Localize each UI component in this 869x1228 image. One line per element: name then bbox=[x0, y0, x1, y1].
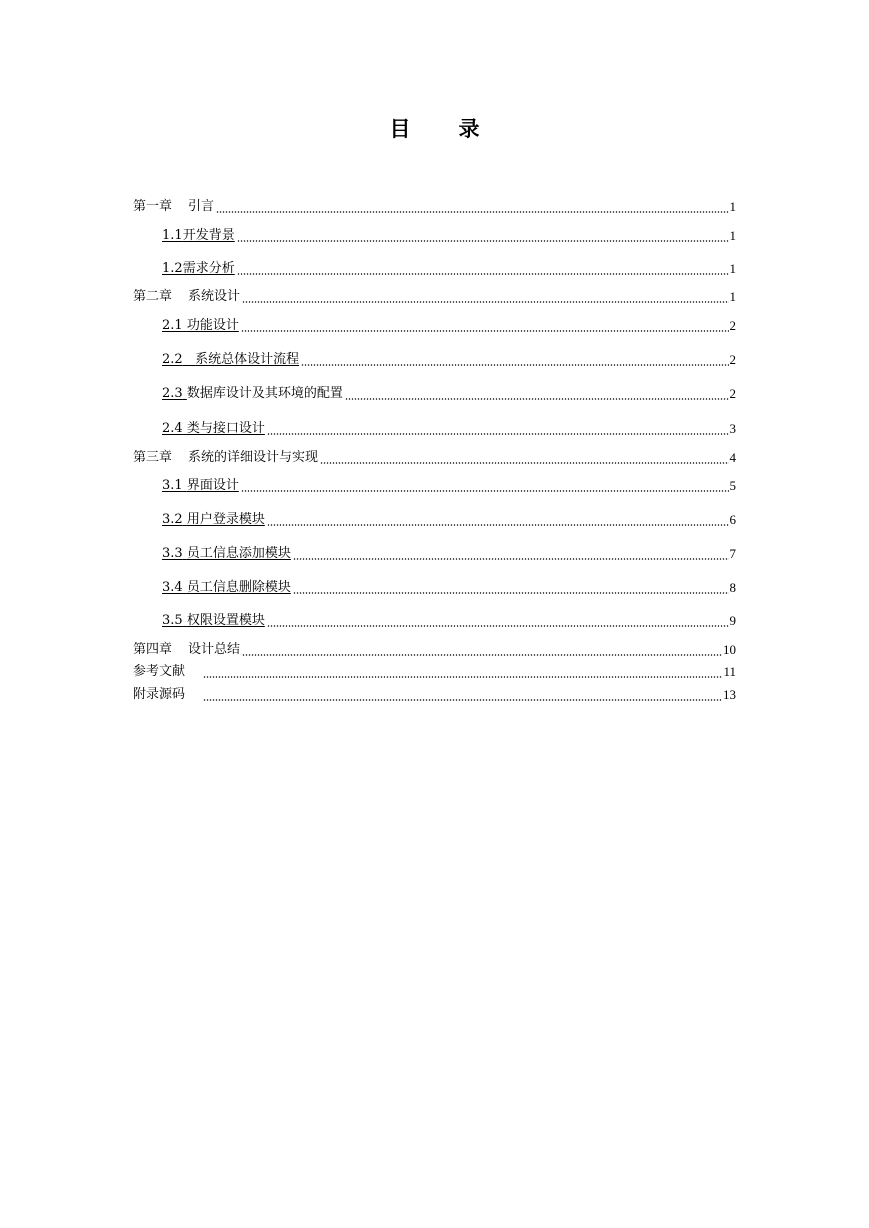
toc-entry[interactable] bbox=[133, 198, 736, 216]
toc-entry[interactable] bbox=[162, 351, 736, 369]
toc-entry-title: 系统的详细设计与实现 bbox=[188, 450, 319, 465]
toc-entry[interactable] bbox=[162, 612, 736, 630]
toc-entry-number: 3.3 bbox=[162, 546, 183, 561]
toc-entry-number: 3.4 bbox=[162, 580, 183, 595]
dot-leader bbox=[242, 646, 722, 656]
toc-entry-title: 参考文献 bbox=[133, 664, 186, 679]
toc-page-number: 1 bbox=[729, 199, 736, 214]
dot-leader bbox=[237, 232, 729, 242]
toc-entry[interactable] bbox=[162, 545, 736, 563]
toc-entry-number: 第一章 bbox=[133, 199, 173, 214]
toc-entry-number: 3.2 bbox=[162, 512, 183, 527]
toc-entry[interactable] bbox=[133, 663, 736, 681]
toc-page-number: 2 bbox=[729, 352, 736, 367]
toc-page-number: 13 bbox=[723, 687, 736, 702]
toc-entry-number: 2.4 bbox=[162, 421, 183, 436]
toc-page-number: 1 bbox=[729, 228, 736, 243]
toc-entry-title: 开发背景 bbox=[182, 228, 235, 243]
toc-entry-label bbox=[133, 686, 201, 704]
toc-page-number: 4 bbox=[729, 450, 736, 465]
toc-entry[interactable] bbox=[133, 686, 736, 704]
toc-entry-title: 引言 bbox=[188, 199, 215, 214]
dot-leader bbox=[320, 454, 728, 464]
toc-entry-title: 类与接口设计 bbox=[186, 421, 265, 436]
toc-entry-label bbox=[133, 663, 201, 681]
toc-page-number: 7 bbox=[729, 546, 736, 561]
toc-page-number: 8 bbox=[729, 580, 736, 595]
page-title: 目录 bbox=[389, 117, 528, 141]
toc-entry-label bbox=[133, 288, 240, 306]
dot-leader bbox=[242, 293, 728, 303]
toc-entry[interactable] bbox=[162, 477, 736, 495]
toc-entry[interactable] bbox=[133, 288, 736, 306]
toc-entry-title: 系统总体设计流程 bbox=[195, 352, 300, 367]
toc-entry-label[interactable] bbox=[162, 579, 291, 597]
toc-entry-label[interactable] bbox=[162, 612, 265, 630]
toc-entry-title: 功能设计 bbox=[186, 318, 239, 333]
toc-entry-number: 1.1 bbox=[162, 228, 183, 243]
toc-entry-number: 2.1 bbox=[162, 318, 183, 333]
toc-entry-number: 第四章 bbox=[133, 642, 173, 657]
toc-entry-number: 3.5 bbox=[162, 613, 183, 628]
toc-entry-number: 1.2 bbox=[162, 261, 183, 276]
toc-page-number: 11 bbox=[723, 664, 736, 679]
toc-entry[interactable] bbox=[133, 641, 736, 659]
toc-entry-label bbox=[133, 449, 318, 467]
toc-entry[interactable] bbox=[162, 385, 736, 403]
toc-page-number: 3 bbox=[729, 421, 736, 436]
toc-entry[interactable] bbox=[162, 260, 736, 278]
dot-leader bbox=[267, 617, 729, 627]
toc-entry-number: 第三章 bbox=[133, 450, 173, 465]
toc-entry-label[interactable] bbox=[162, 511, 265, 529]
toc-entry-label[interactable] bbox=[162, 260, 235, 278]
dot-leader bbox=[267, 425, 729, 435]
dot-leader bbox=[241, 322, 729, 332]
dot-leader bbox=[203, 691, 722, 701]
toc-entry[interactable] bbox=[162, 511, 736, 529]
toc-entry-title: 权限设置模块 bbox=[186, 613, 265, 628]
toc-entry-label bbox=[133, 641, 240, 659]
toc-entry-label[interactable] bbox=[162, 351, 299, 369]
toc-page-number: 9 bbox=[729, 613, 736, 628]
toc-entry-title: 设计总结 bbox=[188, 642, 241, 657]
toc-entry-label[interactable] bbox=[162, 545, 291, 563]
toc-entry-label bbox=[133, 198, 214, 216]
toc-entry-title: 数据库设计及其环境的配置 bbox=[186, 386, 343, 401]
toc-entry-number: 3.1 bbox=[162, 478, 183, 493]
dot-leader bbox=[293, 584, 729, 594]
toc-entry-label[interactable] bbox=[162, 227, 235, 245]
dot-leader bbox=[293, 550, 729, 560]
toc-entry-number: 第二章 bbox=[133, 289, 173, 304]
toc-entry-title: 附录源码 bbox=[133, 687, 186, 702]
toc-entry-number: 2.2 bbox=[162, 352, 183, 367]
toc-entry-title: 用户登录模块 bbox=[186, 512, 265, 527]
toc-entry-title: 需求分析 bbox=[182, 261, 235, 276]
dot-leader bbox=[203, 668, 722, 678]
toc-entry-label[interactable] bbox=[162, 477, 239, 495]
toc-entry-title: 员工信息删除模块 bbox=[186, 580, 291, 595]
toc-entry-title: 界面设计 bbox=[186, 478, 239, 493]
toc-entry-number: 2.3 bbox=[162, 386, 183, 401]
toc-entry[interactable] bbox=[133, 449, 736, 467]
dot-leader bbox=[267, 516, 729, 526]
dot-leader bbox=[241, 482, 729, 492]
toc-entry[interactable] bbox=[162, 227, 736, 245]
dot-leader bbox=[216, 203, 728, 213]
toc-entry-label[interactable] bbox=[162, 420, 265, 438]
toc-page-number: 2 bbox=[729, 386, 736, 401]
toc-page-number: 5 bbox=[729, 478, 736, 493]
toc-page-number: 1 bbox=[729, 289, 736, 304]
toc-page-number: 2 bbox=[729, 318, 736, 333]
toc-entry[interactable] bbox=[162, 317, 736, 335]
toc-page-number: 1 bbox=[729, 261, 736, 276]
dot-leader bbox=[301, 356, 728, 366]
toc-entry[interactable] bbox=[162, 420, 736, 438]
toc-entry-title: 员工信息添加模块 bbox=[186, 546, 291, 561]
toc-page-number: 6 bbox=[729, 512, 736, 527]
toc-entry[interactable] bbox=[162, 579, 736, 597]
toc-page-number: 10 bbox=[723, 642, 736, 657]
toc-entry-label[interactable] bbox=[162, 385, 343, 403]
toc-entry-title: 系统设计 bbox=[188, 289, 241, 304]
dot-leader bbox=[345, 390, 729, 400]
toc-entry-label[interactable] bbox=[162, 317, 239, 335]
dot-leader bbox=[237, 265, 729, 275]
